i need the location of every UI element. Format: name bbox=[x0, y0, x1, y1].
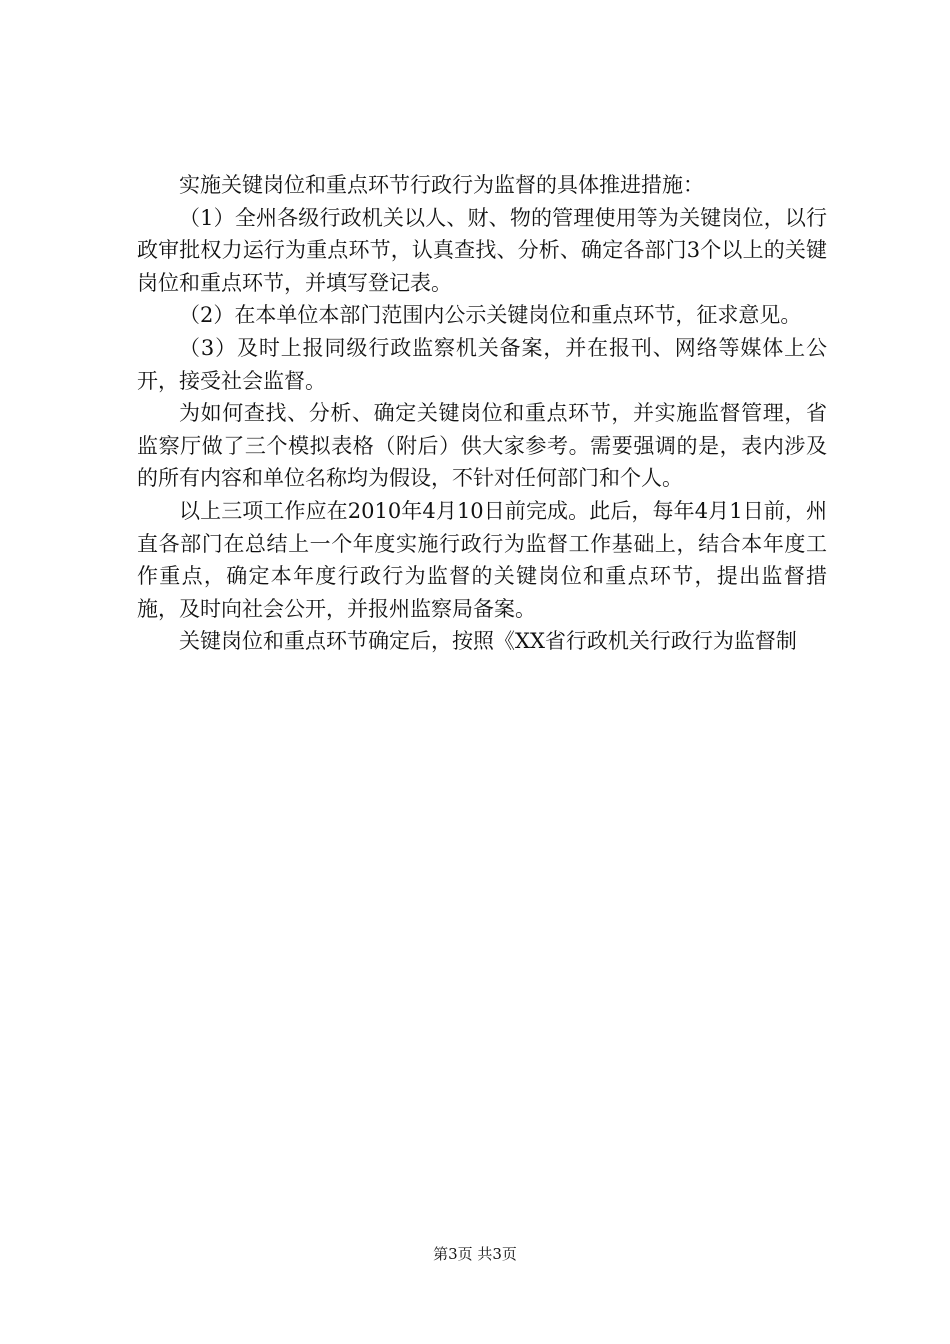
paragraph-measure-2: （2）在本单位本部门范围内公示关键岗位和重点环节，征求意见。 bbox=[179, 303, 802, 328]
page-footer: 第3页 共3页 bbox=[433, 1245, 517, 1263]
paragraph-followup: 关键岗位和重点环节确定后，按照《XX省行政机关行政行为监督制 bbox=[179, 629, 797, 654]
paragraph-intro: 实施关键岗位和重点环节行政行为监督的具体推进措施： bbox=[179, 173, 704, 197]
paragraph-deadline: 以上三项工作应在2010年4月10日前完成。此后，每年4月1日前，州直各部门在总结上一个年度实施行政行为监督工作基础上，结合本年度工作重点，确定本年度行政行为监督的关键岗位和重点环节，提出监督措施，及时向社会公开，并报州监察局备案。 bbox=[137, 498, 827, 621]
paragraph-reference: 为如何查找、分析、确定关键岗位和重点环节，并实施监督管理，省监察厅做了三个模拟表格（附后）供大家参考。需要强调的是，表内涉及的所有内容和单位名称均为假设，不针对任何部门和个人。 bbox=[137, 401, 827, 491]
document-body bbox=[137, 169, 827, 658]
paragraph-measure-1: （1）全州各级行政机关以人、财、物的管理使用等为关键岗位，以行政审批权力运行为重点环节，认真查找、分析、确定各部门3个以上的关键岗位和重点环节，并填写登记表。 bbox=[137, 205, 827, 295]
paragraph-measure-3: （3）及时上报同级行政监察机关备案，并在报刊、网络等媒体上公开，接受社会监督。 bbox=[137, 335, 827, 393]
